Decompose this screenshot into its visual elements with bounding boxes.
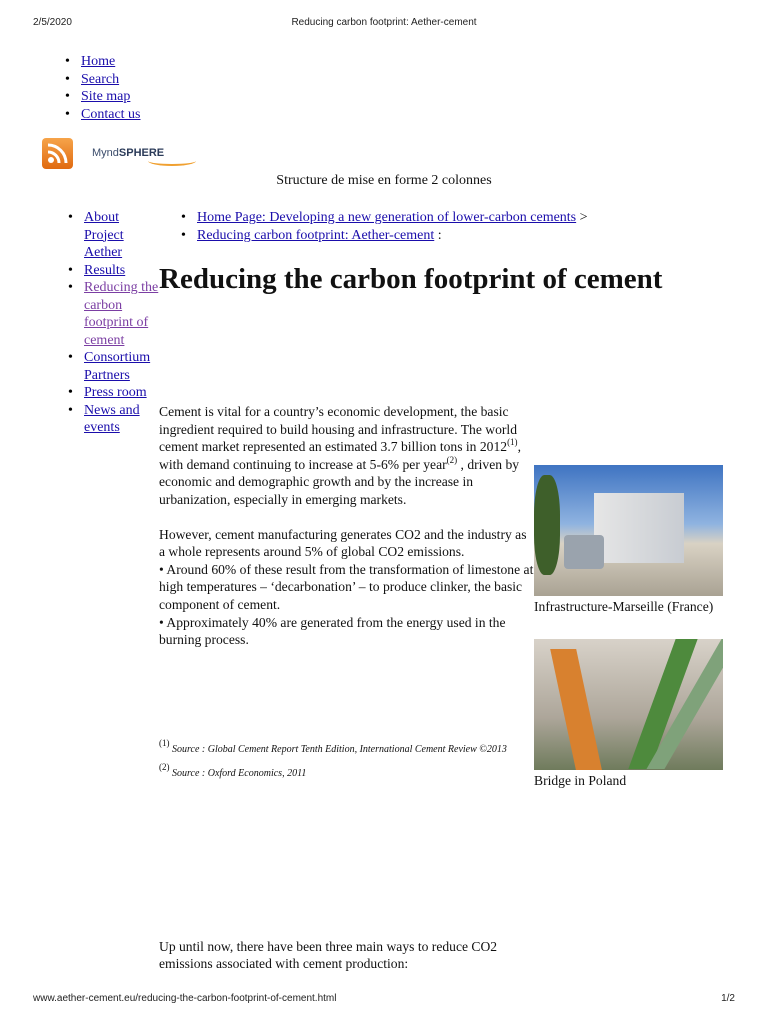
breadcrumb-home-link[interactable]: Home Page: Developing a new generation of lower-carbon cements — [197, 210, 577, 225]
bullet-decarbonation: • Around 60% of these result from the transformation of limestone at high temperatures – ‘decarbonation’ – to produce clinker, the basic component of cement. — [159, 561, 534, 612]
footnote-ref-2[interactable]: (2) — [446, 454, 458, 465]
search-link[interactable]: Search — [81, 71, 120, 87]
rss-icon[interactable] — [42, 138, 73, 169]
logo-swoosh-icon — [148, 156, 196, 166]
press-room-link[interactable]: Press room — [84, 385, 147, 400]
breadcrumb-current-link[interactable]: Reducing carbon footprint: Aether-cement — [197, 228, 435, 243]
side-nav-item-consortium — [84, 349, 159, 384]
news-and-events-link[interactable]: News and events — [84, 402, 140, 435]
footnote-2: $^{(2)}$ Source : Oxford Economics, 2011 — [159, 762, 307, 779]
bullet-energy: • Approximately 40% are generated from the energy used in the burning process. — [159, 614, 506, 648]
side-nav-item-about — [84, 209, 159, 262]
reducing-carbon-link[interactable]: Reducing the carbon footprint of cement — [84, 280, 159, 348]
print-url: www.aether-cement.eu/reducing-the-carbon-footprint-of-cement.html — [33, 993, 337, 1004]
figure-marseille — [534, 465, 723, 616]
side-nav-item-news — [84, 402, 159, 437]
myndsphere-logo[interactable]: MyndSPHERE — [92, 147, 164, 159]
side-nav — [84, 209, 159, 437]
bridge-poland-image — [534, 639, 723, 770]
top-nav-item-home — [81, 53, 141, 71]
figure-caption: Infrastructure-Marseille (France) — [534, 599, 714, 614]
top-nav-item-contact — [81, 106, 141, 124]
breadcrumb-item-home — [197, 209, 588, 227]
page-number: 1/2 — [721, 993, 735, 1004]
emissions-paragraph: However, cement manufacturing generates CO2 and the industry as a whole represents around 5% of global CO2 emissions. — [159, 526, 527, 560]
layout-title: Structure de mise en forme 2 colonnes — [276, 173, 492, 188]
breadcrumb-separator: : — [437, 228, 442, 243]
results-link[interactable]: Results — [84, 262, 126, 278]
breadcrumb — [197, 209, 588, 245]
footnote-ref-1[interactable]: (1) — [507, 437, 518, 448]
consortium-partners-link[interactable]: Consortium Partners — [84, 350, 151, 383]
page-title: Reducing the carbon footprint of cement — [159, 263, 663, 295]
footnote-1: $^{(1)}$ Source : Global Cement Report Tenth Edition, International Cement Review ©2013 — [159, 738, 507, 755]
top-nav-item-search — [81, 71, 141, 89]
print-title: Reducing carbon footprint: Aether-cement — [291, 17, 477, 28]
top-nav — [81, 53, 141, 123]
figure-caption: Bridge in Poland — [534, 773, 627, 788]
about-project-aether-link[interactable]: About Project Aether — [84, 210, 124, 260]
home-link[interactable]: Home — [81, 54, 116, 69]
side-nav-item-results — [84, 262, 159, 280]
print-date: 2/5/2020 — [33, 17, 72, 28]
intro-paragraph: Cement is vital for a country’s economic development, the basic ingredient required to build housing and infrastructure. The world cement market represented an estimated 3.7 billion tons in 2012$^{(1)}$, with demand continuing to increase at 5-6% per year$^{(2)}$ , driven by economic and demographic growth and by the increase in urbanization, especially in emerging markets. — [159, 404, 521, 507]
contact-us-link[interactable]: Contact us — [81, 106, 141, 122]
site-map-link[interactable]: Site map — [81, 89, 131, 104]
marseille-infrastructure-image — [534, 465, 723, 596]
footnotes — [159, 738, 507, 786]
top-nav-item-sitemap — [81, 88, 141, 106]
side-nav-item-press — [84, 384, 159, 402]
breadcrumb-separator: > — [579, 210, 588, 225]
side-nav-item-reducing — [84, 279, 159, 349]
figure-bridge — [534, 639, 723, 790]
closing-paragraph: Up until now, there have been three main ways to reduce CO2 emissions associated with cement production: — [159, 938, 498, 972]
article-body — [159, 403, 535, 649]
breadcrumb-item-current — [197, 227, 588, 245]
